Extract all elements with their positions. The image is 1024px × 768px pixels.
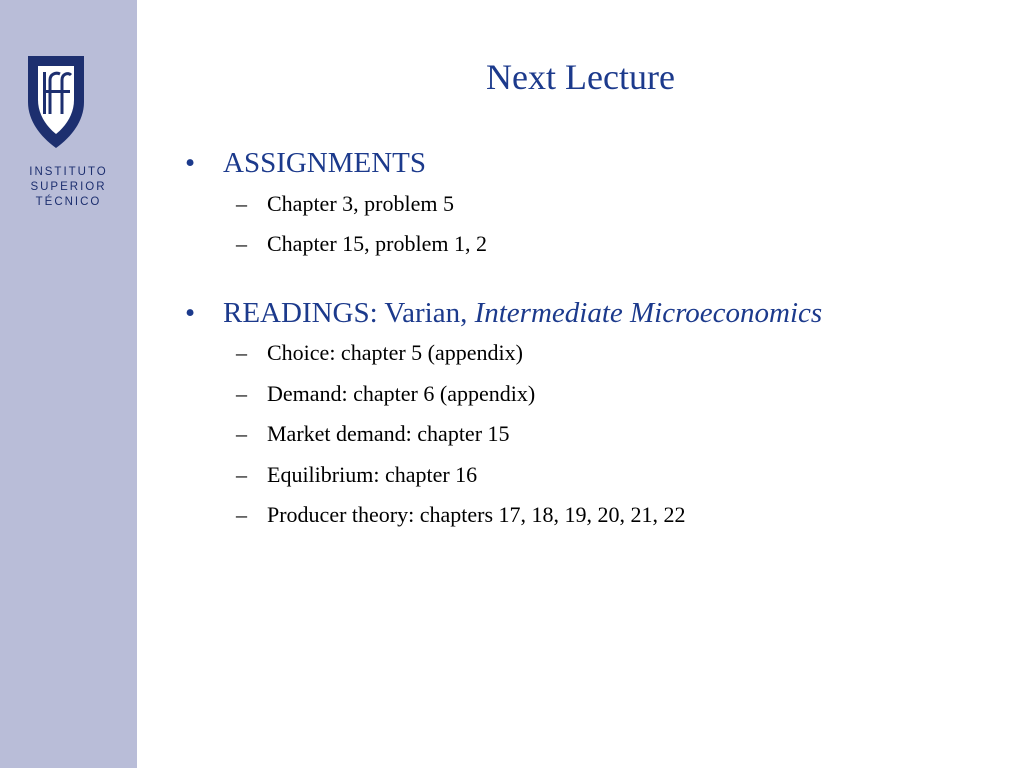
list-item-text: Chapter 15, problem 1, 2: [267, 231, 487, 257]
readings-heading-plain: READINGS: Varian,: [223, 296, 475, 329]
dash-marker: –: [236, 231, 247, 257]
dash-marker: –: [236, 461, 247, 487]
list-item-text: Choice: chapter 5 (appendix): [267, 340, 523, 366]
assignments-heading-text: ASSIGNMENTS: [223, 147, 427, 179]
readings-heading: [185, 296, 1005, 331]
list-item-text: Chapter 3, problem 5: [267, 190, 454, 216]
list-item: [236, 231, 1005, 257]
institute-name-line-2: SUPERIOR: [30, 181, 107, 193]
sidebar: [0, 0, 137, 768]
list-item: [236, 502, 1005, 528]
list-item-text: Demand: chapter 6 (appendix): [267, 380, 536, 406]
list-item-text: Producer theory: chapters 17, 18, 19, 20, 21, 22: [267, 501, 686, 527]
list-item: [236, 421, 1005, 447]
slide-content: [185, 146, 1005, 528]
list-item: [236, 381, 1005, 407]
dash-marker: –: [236, 380, 247, 406]
bullet-marker: •: [185, 147, 196, 179]
readings-heading-text: [223, 296, 822, 331]
list-item: [236, 462, 1005, 488]
assignments-heading: [185, 146, 1005, 181]
dash-marker: –: [236, 501, 247, 527]
book-title: Intermediate Microeconomics: [474, 296, 823, 329]
bullet-marker: •: [185, 296, 196, 329]
list-item: [236, 340, 1005, 366]
list-item: [236, 191, 1005, 217]
list-item-text: Market demand: chapter 15: [267, 421, 510, 447]
dash-marker: –: [236, 421, 247, 447]
institute-name-line-3: TÉCNICO: [35, 196, 102, 208]
dash-marker: –: [236, 190, 247, 216]
slide-title: Next Lecture: [486, 57, 675, 97]
list-item-text: Equilibrium: chapter 16: [267, 461, 478, 487]
ist-shield-logo: [26, 50, 86, 150]
institute-name-line-1: INSTITUTO: [29, 166, 108, 178]
dash-marker: –: [236, 340, 247, 366]
